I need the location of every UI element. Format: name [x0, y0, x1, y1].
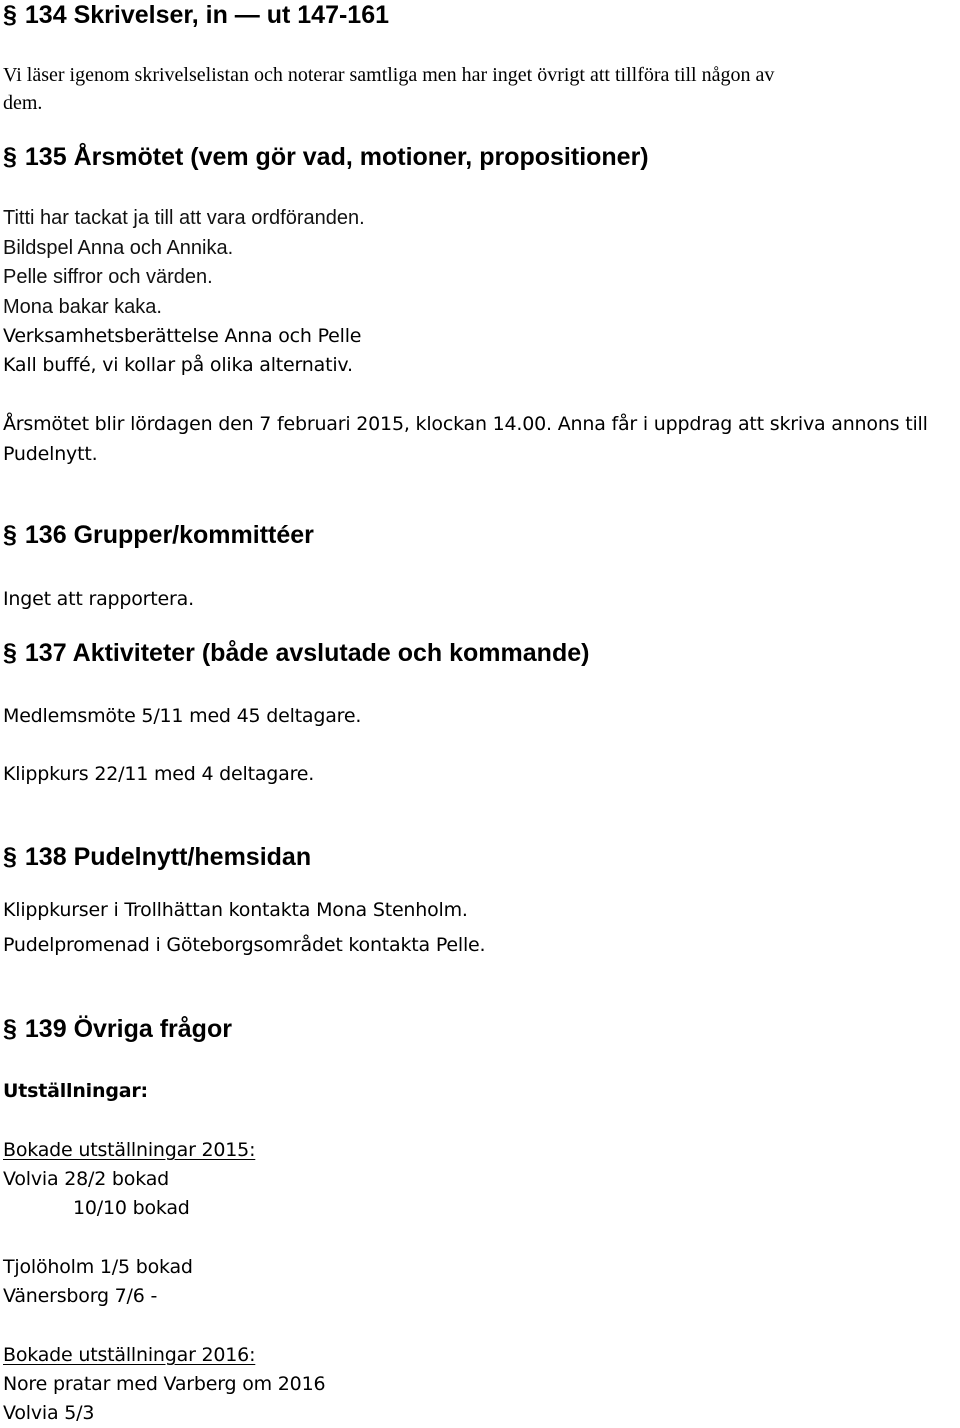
- s139-booked-2015-item: 10/10 bokad: [73, 1197, 190, 1219]
- s135-line: Pelle siffror och värden.: [3, 266, 213, 288]
- s137-line: Klippkurs 22/11 med 4 deltagare.: [3, 763, 315, 785]
- s139-booked-2015-heading: Bokade utställningar 2015:: [3, 1139, 256, 1161]
- section-sign-icon: §: [3, 521, 17, 549]
- s134-text-line1: Vi läser igenom skrivelselistan och noterar samtliga men har inget övrigt att tillföra till någon av: [3, 64, 775, 86]
- s139-booked-2016-heading: Bokade utställningar 2016:: [3, 1344, 256, 1366]
- section-sign-icon: §: [3, 143, 17, 171]
- section-sign-icon: §: [3, 1015, 17, 1043]
- heading-139: [3, 1017, 232, 1042]
- heading-135-text: 135 Årsmötet (vem gör vad, motioner, propositioner): [24, 143, 649, 171]
- s135-line: Kall buffé, vi kollar på olika alternativ.: [3, 354, 353, 376]
- s139-booked-2016-item: Volvia 5/3: [3, 1402, 95, 1424]
- section-sign-icon: §: [3, 1, 17, 29]
- s135-line: Mona bakar kaka.: [3, 296, 162, 318]
- s139-subheading: Utställningar:: [3, 1080, 148, 1102]
- s137-line: Medlemsmöte 5/11 med 45 deltagare.: [3, 705, 362, 727]
- heading-137: [3, 641, 589, 666]
- heading-136: [3, 523, 314, 548]
- heading-136-text: 136 Grupper/kommittéer: [24, 521, 314, 549]
- s134-text-line2: dem.: [3, 92, 43, 114]
- s138-line: Klippkurser i Trollhättan kontakta Mona Stenholm.: [3, 899, 468, 921]
- heading-138-text: 138 Pudelnytt/hemsidan: [24, 843, 312, 871]
- s135-line: Verksamhetsberättelse Anna och Pelle: [3, 325, 362, 347]
- s139-booked-2015-item: Tjolöholm 1/5 bokad: [3, 1256, 193, 1278]
- s135-line: Bildspel Anna och Annika.: [3, 237, 234, 259]
- s139-booked-2015-item: Volvia 28/2 bokad: [3, 1168, 169, 1190]
- heading-135: [3, 145, 649, 170]
- s136-text: Inget att rapportera.: [3, 588, 194, 610]
- s135-line: Titti har tackat ja till att vara ordföranden.: [3, 207, 365, 229]
- heading-134: [3, 3, 389, 28]
- s138-line: Pudelpromenad i Göteborgsområdet kontakta Pelle.: [3, 934, 486, 956]
- s139-booked-2016-item: Nore pratar med Varberg om 2016: [3, 1373, 326, 1395]
- heading-134-text: 134 Skrivelser, in — ut 147-161: [24, 1, 390, 29]
- section-sign-icon: §: [3, 639, 17, 667]
- section-sign-icon: §: [3, 843, 17, 871]
- heading-139-text: 139 Övriga frågor: [24, 1015, 232, 1043]
- s139-booked-2015-item: Vänersborg 7/6 -: [3, 1285, 158, 1307]
- s135-meeting-line1: Årsmötet blir lördagen den 7 februari 2015, klockan 14.00. Anna får i uppdrag att skriva annons till: [3, 413, 928, 435]
- s135-meeting-line2: Pudelnytt.: [3, 443, 98, 465]
- heading-138: [3, 845, 311, 870]
- heading-137-text: 137 Aktiviteter (både avslutade och kommande): [24, 639, 590, 667]
